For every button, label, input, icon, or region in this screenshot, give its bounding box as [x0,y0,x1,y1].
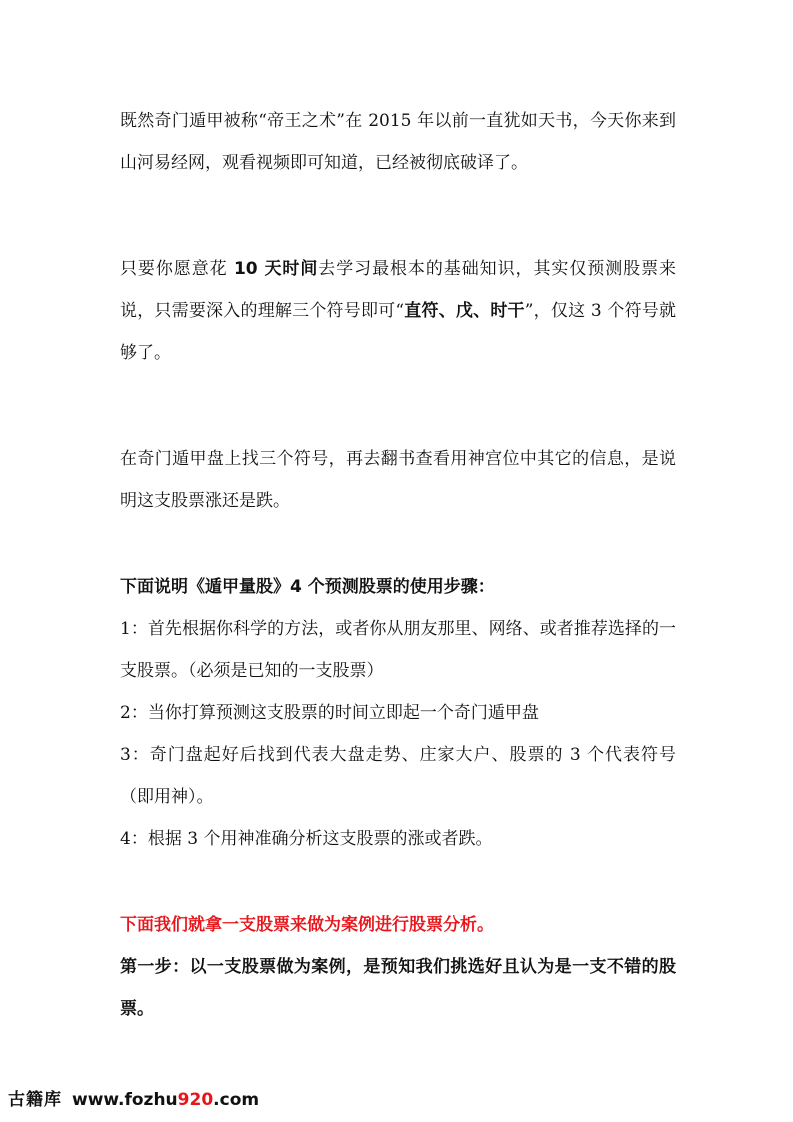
footer-watermark [8,1085,259,1115]
paragraph-find-symbols: 在奇门遁甲盘上找三个符号，再去翻书查看用神宫位中其它的信息，是说明这支股票涨还是跌。 [120,449,676,511]
paragraph-ten-days [120,248,676,374]
case-step-one: 第一步：以一支股票做为案例，是预知我们挑选好且认为是一支不错的股票。 [120,957,676,1019]
paragraph-intro: 既然奇门遁甲被称“帝王之术”在 2015 年以前一直犹如天书，今天你来到山河易经网，观看视频即可知道，已经被彻底破译了。 [120,111,676,173]
paragraph-ten-days-text-b: 去学习最根本的基础知识，其实仅预测股票来说，只需要深入的理解三个符号即可“ [120,259,677,321]
footer-url-prefix: www.fozhu [72,1090,178,1110]
footer-library-name: 古籍库 [8,1090,62,1110]
step-item-2: 2：当你打算预测这支股票的时间立即起一个奇门遁甲盘 [120,703,539,723]
step-item-4: 4：根据 3 个用神准确分析这支股票的涨或者跌。 [120,829,493,849]
document-body [120,100,676,1030]
paragraph-ten-days-text-a: 只要你愿意花 [120,259,234,279]
highlight-ten-days: 10 天时间 [233,259,319,279]
spacer [120,374,676,438]
steps-heading: 下面说明《遁甲量股》4 个预测股票的使用步骤： [120,577,495,597]
highlight-three-symbols: 直符、戊、时干 [404,301,525,321]
case-heading: 下面我们就拿一支股票来做为案例进行股票分析。 [120,915,494,935]
footer-url-suffix: .com [213,1090,260,1110]
step-item-3: 3：奇门盘起好后找到代表大盘走势、庄家大户、股票的 3 个代表符号（即用神）。 [120,745,676,807]
step-item-1: 1：首先根据你科学的方法，或者你从朋友那里、网络、或者推荐选择的一支股票。（必须是已知的一支股票） [120,619,676,681]
footer-url-number: 920 [177,1090,214,1110]
paragraph-ten-days-text-c: ”，仅这 3 个符号就够了。 [120,301,676,363]
spacer [120,860,676,904]
spacer [120,522,676,566]
spacer [120,184,676,248]
